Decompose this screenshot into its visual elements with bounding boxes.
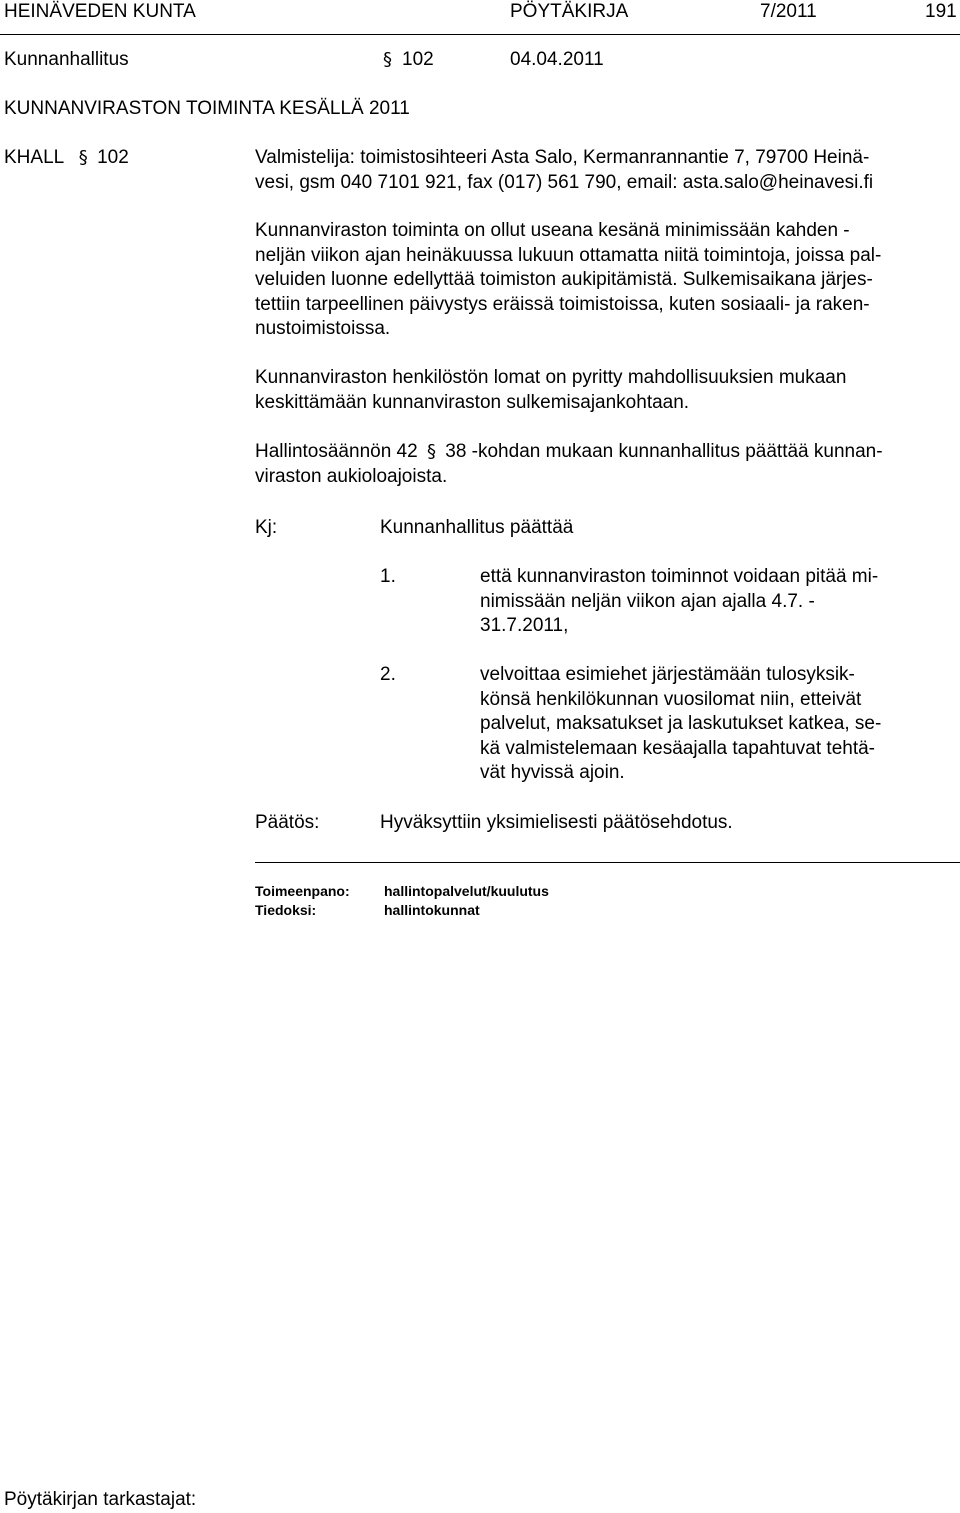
proposal-item: [480, 565, 878, 639]
paragraph-line: Kunnanviraston henkilöstön lomat on pyritty mahdollisuuksien mukaan: [255, 367, 847, 388]
implementation-label: Toimeenpano:: [255, 883, 350, 899]
paragraph-line: veluiden luonne edellyttää toimiston aukipitämistä. Sulkemisaikana järjes-: [255, 269, 873, 290]
document-type: PÖYTÄKIRJA: [510, 1, 629, 22]
municipality-name: HEINÄVEDEN KUNTA: [4, 1, 196, 22]
preparer-block: [255, 146, 873, 195]
section-body-label: KHALL: [4, 147, 64, 168]
paragraph-line: Kunnanviraston toiminta on ollut useana kesänä minimissään kahden -: [255, 220, 850, 241]
proposal-item-line: palvelut, maksatukset ja laskutukset katkea, se-: [480, 713, 882, 734]
proposal-item: [480, 663, 881, 786]
divider-rule: [255, 862, 960, 863]
proposal-item-line: nimissään neljän viikon ajan ajalla 4.7. -: [480, 590, 815, 612]
proposal-item-line: kä valmistelemaan kesäajalla tapahtuvat tehtä-: [480, 737, 876, 759]
section-sign-icon: §: [78, 147, 88, 168]
proposal-item-number: 2.: [380, 664, 396, 685]
header-rule: [0, 34, 960, 35]
proposal-item-line: 31.7.2011,: [480, 615, 569, 636]
proposal-item-line: könsä henkilökunnan vuosilomat niin, etteivät: [480, 688, 862, 710]
section-number: 102: [97, 147, 129, 168]
implementation-value: hallintopalvelut/kuulutus: [384, 883, 549, 899]
proposal-item-line: velvoittaa esimiehet järjestämään tulosyksik-: [480, 664, 855, 685]
paragraph-line: tettiin tarpeellinen päivystys eräissä toimistoissa, kuten sosiaali- ja raken-: [255, 293, 870, 315]
info-value: hallintokunnat: [384, 902, 480, 918]
paragraph-holidays: [255, 366, 846, 415]
regulation-suffix: 38 -kohdan mukaan kunnanhallitus päättää kunnan-: [445, 441, 883, 462]
preparer-line: vesi, gsm 040 7101 921, fax (017) 561 790, email: asta.salo@heinavesi.fi: [255, 171, 874, 193]
header-section-number: 102: [402, 49, 434, 70]
regulation-prefix: Hallintosäännön 42: [255, 441, 418, 462]
page-number: 191: [925, 1, 957, 22]
proposal-item-number: 1.: [380, 566, 396, 587]
proposal-item-line: että kunnanviraston toiminnot voidaan pitää mi-: [480, 566, 879, 587]
paragraph-line: keskittämään kunnanviraston sulkemisajankohtaan.: [255, 391, 690, 413]
section-label: [4, 146, 129, 171]
paragraph-line: neljän viikon ajan heinäkuussa lukuun ottamatta niitä toimintoja, joissa pal-: [255, 244, 882, 266]
signature-label: Pöytäkirjan tarkastajat:: [4, 1489, 197, 1510]
proposal-heading: Kunnanhallitus päättää: [380, 517, 574, 538]
section-sign-icon: §: [426, 441, 436, 462]
decision-label: Päätös:: [255, 812, 320, 833]
paragraph-line: viraston aukioloajoista.: [255, 465, 448, 487]
issue-number: 7/2011: [760, 1, 817, 22]
proposal-item-line: vät hyvissä ajoin.: [480, 762, 625, 783]
paragraph-line: nustoimistoissa.: [255, 318, 391, 339]
paragraph-regulation: [255, 440, 883, 489]
paragraph-line: [255, 440, 883, 465]
page-title: KUNNANVIRASTON TOIMINTA KESÄLLÄ 2011: [4, 98, 410, 119]
proposal-label: Kj:: [255, 517, 278, 538]
preparer-line: Valmistelija: toimistosihteeri Asta Salo, Kermanrannantie 7, 79700 Heinä-: [255, 147, 870, 168]
section-sign-icon: §: [383, 49, 392, 70]
meeting-body: Kunnanhallitus: [4, 49, 129, 70]
meeting-date: 04.04.2011: [510, 49, 604, 70]
paragraph-history: [255, 219, 881, 342]
info-label: Tiedoksi:: [255, 902, 317, 918]
decision-text: Hyväksyttiin yksimielisesti päätösehdotus.: [380, 812, 733, 833]
